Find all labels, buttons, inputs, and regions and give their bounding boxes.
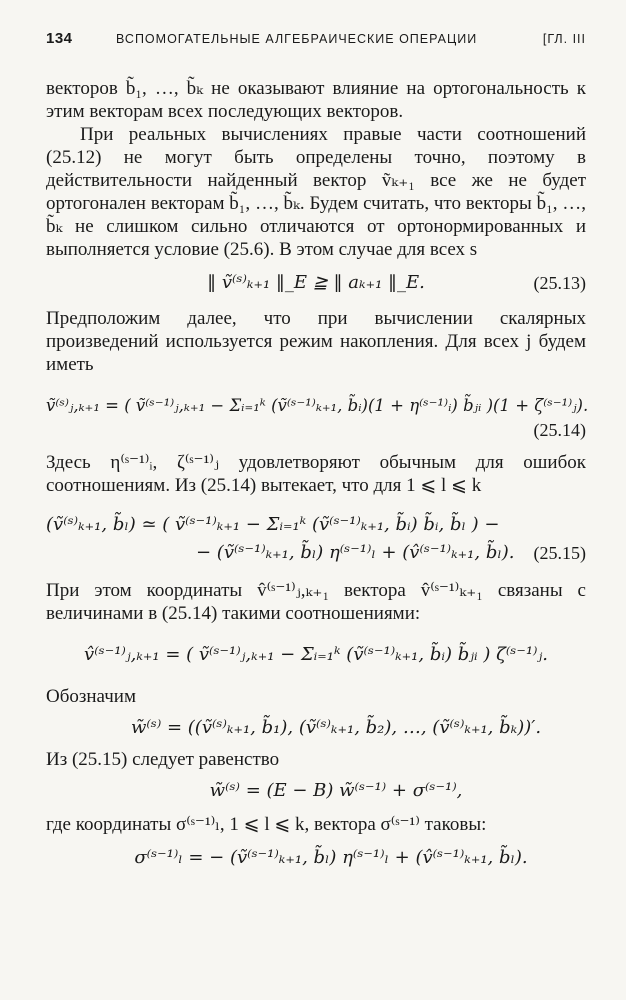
paragraph-4: Здесь η⁽ˢ⁻¹⁾ᵢ, ζ⁽ˢ⁻¹⁾ⱼ удовлетворяют обычным для ошибок соотношениям. Из (25.14) вытекает, что для 1 ⩽ l ⩽ k	[46, 452, 586, 496]
equation-25-15-number: (25.15)	[533, 543, 586, 563]
equation-coords-body: v̂⁽ˢ⁻¹⁾ⱼ,ₖ₊₁ = ( ṽ⁽ˢ⁻¹⁾ⱼ,ₖ₊₁ − Σᵢ₌₁ᵏ (ṽ⁽ˢ⁻¹⁾ₖ₊₁, b̃ᵢ) b̃ⱼᵢ ) ζ⁽ˢ⁻¹⁾ⱼ.	[84, 644, 548, 665]
running-title: ВСПОМОГАТЕЛЬНЫЕ АЛГЕБРАИЧЕСКИЕ ОПЕРАЦИИ	[116, 32, 478, 46]
running-header	[46, 30, 586, 47]
paragraph-5: При этом координаты v̂⁽ˢ⁻¹⁾ⱼ,ₖ₊₁ вектора v̂⁽ˢ⁻¹⁾ₖ₊₁ связаны с величинами в (25.14) такими соотношениями:	[46, 580, 586, 624]
paragraph-7: Из (25.15) следует равенство	[46, 749, 280, 770]
equation-sigma	[46, 846, 586, 870]
page	[46, 30, 589, 870]
equation-25-13	[46, 271, 586, 295]
paragraph-2: При реальных вычислениях правые части соотношений (25.12) не могут быть определены точно, поэтому в действительности найденный вектор ṽₖ₊₁ все же не будет ортогонален векторам b̃₁, …, b̃ₖ. Будем считать, что векторы b̃₁, …, b̃ₖ не слишком сильно отличаются от ортонормированных и выполняется условие (25.6). В этом случае для всех s	[46, 124, 586, 260]
equation-25-15a-body: (ṽ⁽ˢ⁾ₖ₊₁, b̃ₗ) ≃ ( ṽ⁽ˢ⁻¹⁾ₖ₊₁ − Σᵢ₌₁ᵏ (ṽ⁽ˢ⁻¹⁾ₖ₊₁, b̃ᵢ) b̃ᵢ, b̃ₗ ) −	[46, 514, 500, 535]
equation-25-15b-body: − (ṽ⁽ˢ⁻¹⁾ₖ₊₁, b̃ₗ) η⁽ˢ⁻¹⁾ₗ + (v̂⁽ˢ⁻¹⁾ₖ₊₁, b̃ₗ).	[196, 542, 515, 563]
chapter-label: [ГЛ. III	[542, 32, 586, 46]
equation-recurrence-body: w̃⁽ˢ⁾ = (E − B) w̃⁽ˢ⁻¹⁾ + σ⁽ˢ⁻¹⁾,	[209, 780, 463, 801]
equation-25-14-number: (25.14)	[533, 420, 586, 440]
equation-w-def	[46, 716, 586, 740]
equation-sigma-body: σ⁽ˢ⁻¹⁾ₗ = − (ṽ⁽ˢ⁻¹⁾ₖ₊₁, b̃ₗ) η⁽ˢ⁻¹⁾ₗ + (v̂⁽ˢ⁻¹⁾ₖ₊₁, b̃ₗ).	[134, 847, 528, 868]
paragraph-3: Предположим далее, что при вычислении скалярных произведений используется режим накопления. Для всех j будем иметь	[46, 308, 586, 375]
paragraph-1: векторов b̃₁, …, b̃ₖ не оказывают влияние на ортогональность к этим векторам всех последующих векторов.	[46, 78, 586, 122]
equation-25-14-body: ṽ⁽ˢ⁾ⱼ,ₖ₊₁ = ( ṽ⁽ˢ⁻¹⁾ⱼ,ₖ₊₁ − Σᵢ₌₁ᵏ (ṽ⁽ˢ⁻¹⁾ₖ₊₁, b̃ᵢ)(1 + η⁽ˢ⁻¹⁾ᵢ) b̃ⱼᵢ )(1 + ζ⁽ˢ⁻¹⁾ⱼ).	[46, 396, 589, 415]
paragraph-6: Обозначим	[46, 686, 136, 707]
equation-recurrence	[46, 779, 586, 803]
equation-coords	[46, 643, 586, 667]
equation-25-14	[46, 394, 589, 418]
equation-25-13-number: (25.13)	[533, 273, 586, 293]
equation-25-13-body: ‖ ṽ⁽ˢ⁾ₖ₊₁ ‖_E ≧ ‖ aₖ₊₁ ‖_E.	[207, 272, 425, 293]
equation-25-15-line-1	[46, 513, 586, 537]
equation-w-def-body: w̃⁽ˢ⁾ = ((ṽ⁽ˢ⁾ₖ₊₁, b̃₁), (ṽ⁽ˢ⁾ₖ₊₁, b̃₂), …, (ṽ⁽ˢ⁾ₖ₊₁, b̃ₖ))′.	[130, 717, 542, 738]
equation-25-15-line-2	[46, 541, 586, 565]
paragraph-8: где координаты σ⁽ˢ⁻¹⁾ₗ, 1 ⩽ l ⩽ k, вектора σ⁽ˢ⁻¹⁾ таковы:	[46, 814, 487, 835]
page-number: 134	[46, 30, 73, 47]
